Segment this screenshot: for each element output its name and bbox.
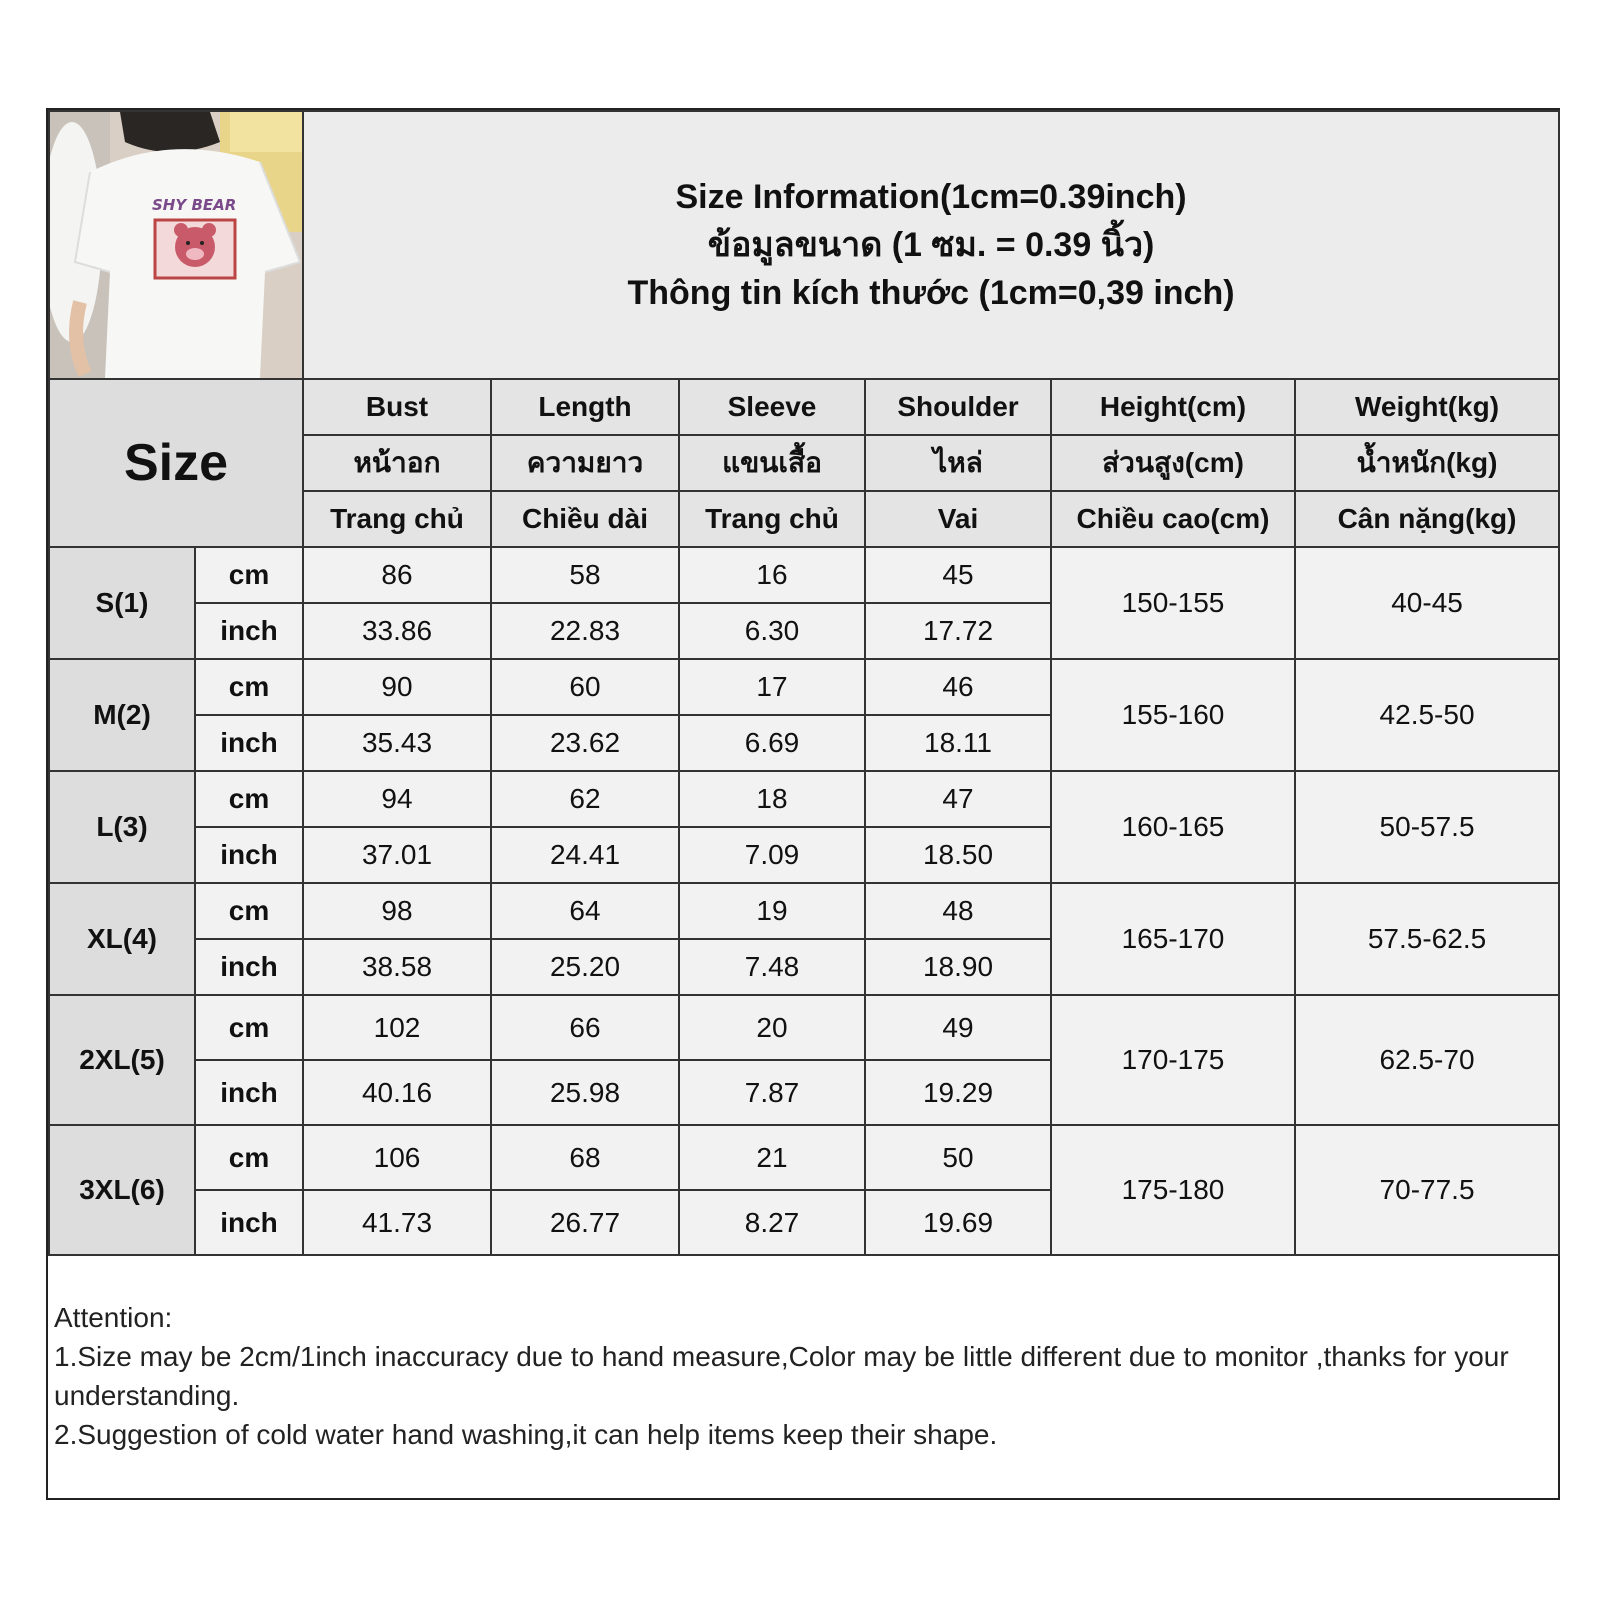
measurement-cell: 26.77 (491, 1190, 679, 1255)
header-height-en: Height(cm) (1051, 379, 1295, 435)
size-label: 2XL(5) (49, 995, 195, 1125)
measurement-cell: 58 (491, 547, 679, 603)
unit-label: inch (195, 715, 303, 771)
measurement-cell: 60 (491, 659, 679, 715)
measurement-cell: 17.72 (865, 603, 1051, 659)
header-shoulder-th: ไหล่ (865, 435, 1051, 491)
unit-label: cm (195, 883, 303, 939)
unit-label: cm (195, 659, 303, 715)
weight-range-cell: 57.5-62.5 (1295, 883, 1559, 995)
header-length-en: Length (491, 379, 679, 435)
measurement-cell: 50 (865, 1125, 1051, 1190)
measurement-cell: 19.29 (865, 1060, 1051, 1125)
table-row (49, 1125, 1559, 1190)
measurement-cell: 66 (491, 995, 679, 1060)
size-label: XL(4) (49, 883, 195, 995)
measurement-cell: 20 (679, 995, 865, 1060)
unit-label: inch (195, 827, 303, 883)
measurement-cell: 49 (865, 995, 1051, 1060)
unit-label: cm (195, 1125, 303, 1190)
measurement-cell: 47 (865, 771, 1051, 827)
measurement-cell: 102 (303, 995, 491, 1060)
measurement-cell: 18.11 (865, 715, 1051, 771)
note-item-1: 1.Size may be 2cm/1inch inaccuracy due to hand measure,Color may be little different due to monitor ,thanks for your understanding. (54, 1341, 1509, 1411)
size-table (48, 110, 1560, 1256)
height-range-cell: 160-165 (1051, 771, 1295, 883)
measurement-cell: 64 (491, 883, 679, 939)
measurement-cell: 38.58 (303, 939, 491, 995)
measurement-cell: 68 (491, 1125, 679, 1190)
measurement-cell: 7.48 (679, 939, 865, 995)
title-thai: ข้อมูลขนาด (1 ซม. = 0.39 นิ้ว) (707, 226, 1155, 264)
measurement-cell: 16 (679, 547, 865, 603)
height-range-cell: 155-160 (1051, 659, 1295, 771)
measurement-cell: 6.69 (679, 715, 865, 771)
height-range-cell: 150-155 (1051, 547, 1295, 659)
title-english: Size Information(1cm=0.39inch) (675, 178, 1187, 216)
header-shoulder-en: Shoulder (865, 379, 1051, 435)
height-range-cell: 165-170 (1051, 883, 1295, 995)
table-row (49, 995, 1559, 1060)
measurement-cell: 35.43 (303, 715, 491, 771)
size-label: M(2) (49, 659, 195, 771)
header-bust-en: Bust (303, 379, 491, 435)
measurement-cell: 18 (679, 771, 865, 827)
weight-range-cell: 40-45 (1295, 547, 1559, 659)
unit-label: inch (195, 939, 303, 995)
product-photo-image (50, 112, 303, 378)
weight-range-cell: 70-77.5 (1295, 1125, 1559, 1255)
product-photo (49, 111, 303, 379)
table-row (49, 547, 1559, 603)
header-sleeve-vi: Trang chủ (679, 491, 865, 547)
height-range-cell: 175-180 (1051, 1125, 1295, 1255)
measurement-cell: 46 (865, 659, 1051, 715)
size-label: S(1) (49, 547, 195, 659)
measurement-cell: 18.50 (865, 827, 1051, 883)
unit-label: cm (195, 995, 303, 1060)
measurement-cell: 41.73 (303, 1190, 491, 1255)
measurement-cell: 21 (679, 1125, 865, 1190)
size-label: L(3) (49, 771, 195, 883)
header-length-vi: Chiều dài (491, 491, 679, 547)
header-weight-vi: Cân nặng(kg) (1295, 491, 1559, 547)
weight-range-cell: 42.5-50 (1295, 659, 1559, 771)
measurement-cell: 106 (303, 1125, 491, 1190)
attention-notes (54, 1298, 1554, 1454)
header-height-vi: Chiều cao(cm) (1051, 491, 1295, 547)
header-bust-th: หน้าอก (303, 435, 491, 491)
measurement-cell: 40.16 (303, 1060, 491, 1125)
header-weight-th: น้ำหนัก(kg) (1295, 435, 1559, 491)
shirt-print-text: SHY BEAR (152, 196, 237, 214)
unit-label: cm (195, 547, 303, 603)
measurement-cell: 18.90 (865, 939, 1051, 995)
size-column-header: Size (49, 379, 303, 547)
chart-title (303, 111, 1559, 379)
measurement-cell: 22.83 (491, 603, 679, 659)
header-sleeve-th: แขนเสื้อ (679, 435, 865, 491)
table-row (49, 883, 1559, 939)
measurement-cell: 98 (303, 883, 491, 939)
measurement-cell: 7.87 (679, 1060, 865, 1125)
weight-range-cell: 50-57.5 (1295, 771, 1559, 883)
table-row (49, 659, 1559, 715)
title-vietnamese: Thông tin kích thước (1cm=0,39 inch) (627, 274, 1235, 312)
unit-label: cm (195, 771, 303, 827)
note-item-2: 2.Suggestion of cold water hand washing,it can help items keep their shape. (54, 1419, 998, 1450)
measurement-cell: 19 (679, 883, 865, 939)
measurement-cell: 62 (491, 771, 679, 827)
header-height-th: ส่วนสูง(cm) (1051, 435, 1295, 491)
measurement-cell: 25.20 (491, 939, 679, 995)
unit-label: inch (195, 603, 303, 659)
table-row (49, 771, 1559, 827)
size-chart-sheet (46, 108, 1560, 1500)
measurement-cell: 7.09 (679, 827, 865, 883)
measurement-cell: 25.98 (491, 1060, 679, 1125)
measurement-cell: 94 (303, 771, 491, 827)
measurement-cell: 48 (865, 883, 1051, 939)
height-range-cell: 170-175 (1051, 995, 1295, 1125)
header-shoulder-vi: Vai (865, 491, 1051, 547)
unit-label: inch (195, 1060, 303, 1125)
measurement-cell: 17 (679, 659, 865, 715)
header-row-english (49, 379, 1559, 435)
notes-heading: Attention: (54, 1302, 173, 1333)
unit-label: inch (195, 1190, 303, 1255)
measurement-cell: 45 (865, 547, 1051, 603)
weight-range-cell: 62.5-70 (1295, 995, 1559, 1125)
measurement-cell: 37.01 (303, 827, 491, 883)
title-row (49, 111, 1559, 379)
measurement-cell: 23.62 (491, 715, 679, 771)
measurement-cell: 90 (303, 659, 491, 715)
measurement-cell: 24.41 (491, 827, 679, 883)
size-label: 3XL(6) (49, 1125, 195, 1255)
measurement-cell: 8.27 (679, 1190, 865, 1255)
measurement-cell: 33.86 (303, 603, 491, 659)
header-sleeve-en: Sleeve (679, 379, 865, 435)
header-bust-vi: Trang chủ (303, 491, 491, 547)
header-length-th: ความยาว (491, 435, 679, 491)
measurement-cell: 6.30 (679, 603, 865, 659)
header-weight-en: Weight(kg) (1295, 379, 1559, 435)
measurement-cell: 86 (303, 547, 491, 603)
measurement-cell: 19.69 (865, 1190, 1051, 1255)
